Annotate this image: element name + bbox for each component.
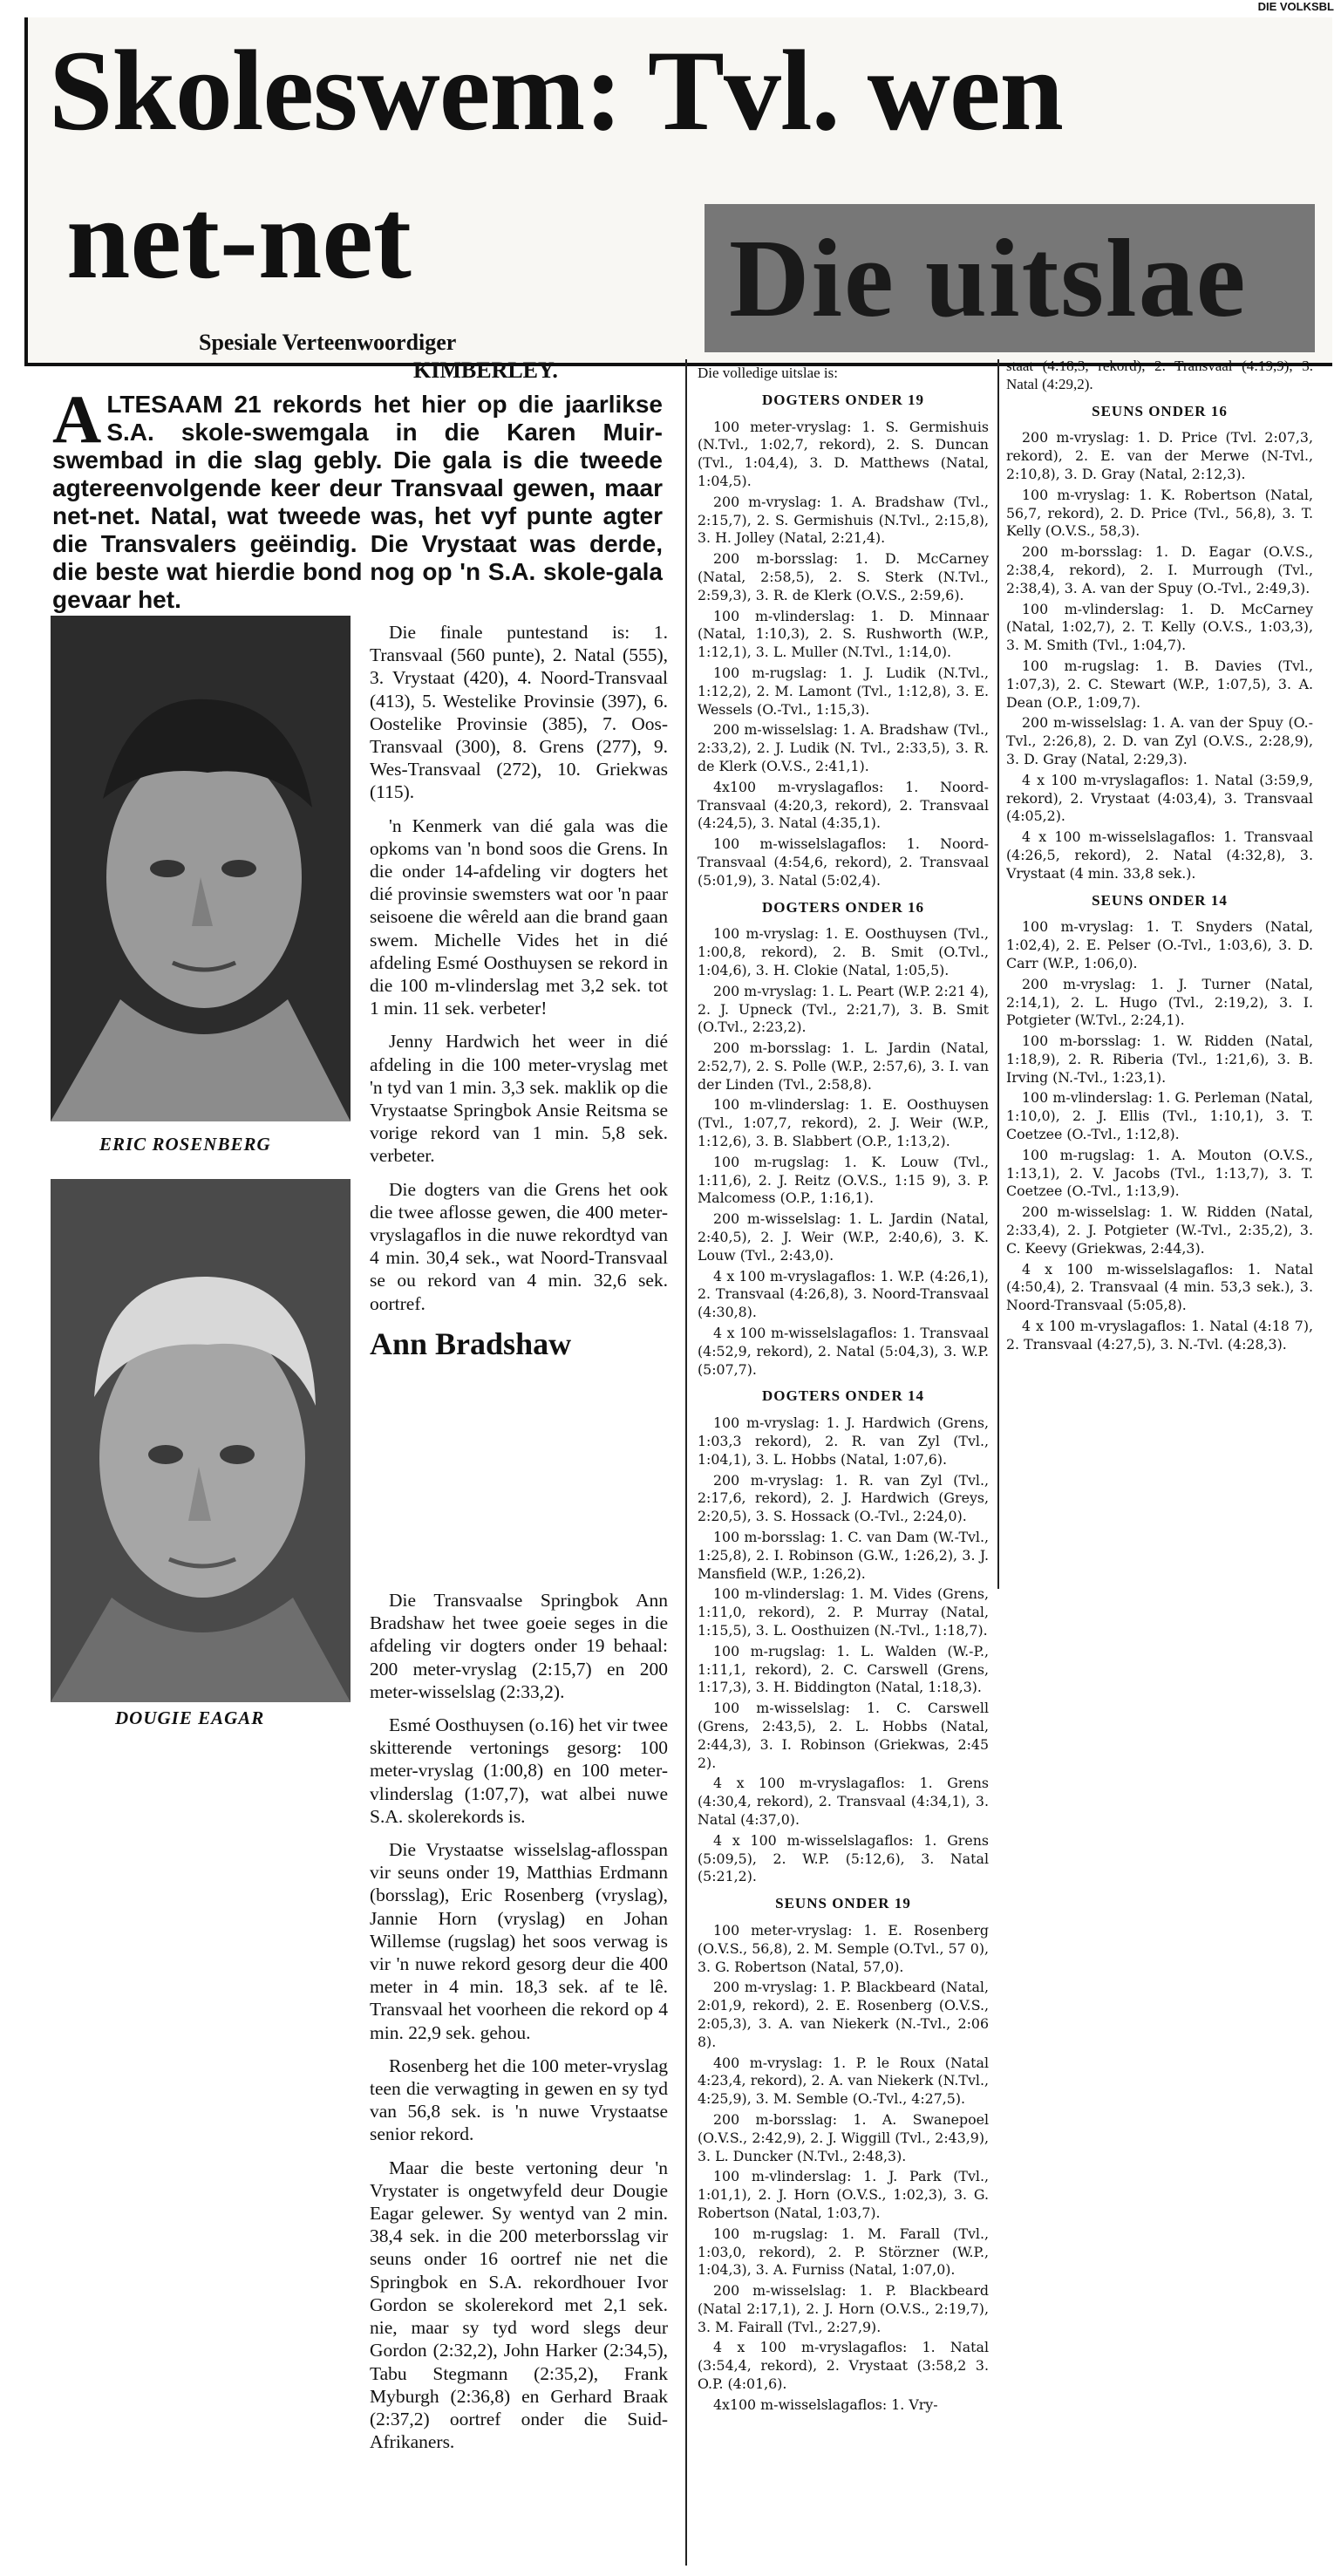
results-item: 100 m-vlinderslag: 1. D. Minnaar (Natal, 1:10,3), 2. S. Rushworth (W.P., 1:12,1), 3. L. Muller (N.Tvl., 1:14,0).	[698, 607, 989, 661]
body-paragraph: Esmé Oosthuysen (o.16) het vir twee skitterende vertonings gesorg: 100 meter-vryslag (1:00,8) en 100 meter-vlinderslag (1:07,7), wat albei nuwe S.A. skolerekords is.	[370, 1714, 668, 1827]
body-paragraph: Maar die beste vertoning deur 'n Vrystater is ongetwyfeld deur Dougie Eagar gelewer. Sy wentyd van 2 min. 38,4 sek. in die 200 meterborsslag vir seuns onder 16 oortref nie net die Springbok en S.A. rekordhouer Ivor Gordon se skolerekord met 2,1 sek. nie, maar sy tyd word slegs deur Gordon (2:32,2), John Harker (2:34,5), Tabu Stegmann (2:35,2), Frank Myburgh (2:36,8) en Gerhard Braak (2:37,2) oortref onder die Suid-Afrikaners.	[370, 2157, 668, 2453]
results-item: 4x100 m-vryslagaflos: 1. Noord-Transvaal (4:20,3, rekord), 2. Transvaal (4:24,5), 3. Natal (4:35,1).	[698, 778, 989, 832]
results-item: 100 m-borsslag: 1. W. Ridden (Natal, 1:18,9), 2. R. Riberia (Tvl., 1:21,6), 3. B. Irving (N.-Tvl., 1:23,1).	[1006, 1032, 1313, 1086]
results-item: 100 m-wisselslag: 1. C. Carswell (Grens, 2:43,5), 2. L. Hobbs (Natal, 2:44,3), 3. I. Robinson (Griekwas, 2:45 2).	[698, 1700, 989, 1771]
results-item: 4 x 100 m-vryslagaflos: 1. Natal (3:54,4, rekord), 2. Vrystaat (3:58,2 3. O.P. (4:01,6).	[698, 2339, 989, 2393]
results-section-title: DOGTERS ONDER 16	[761, 898, 925, 916]
results-item: 100 m-vlinderslag: 1. J. Park (Tvl., 1:01,1), 2. J. Horn (O.V.S., 1:02,3), 3. G. Robertson (Natal, 1:03,7).	[698, 2168, 989, 2221]
results-section-title: SEUNS ONDER 19	[775, 1895, 911, 1912]
results-item: 200 m-wisselslag: 1. A. van der Spuy (O.-Tvl., 2:26,8), 2. D. van Zyl (O.V.S., 2:28,9), 3. D. Gray (Natal, 2:29,3).	[1006, 714, 1313, 767]
photo-eric-rosenberg	[51, 616, 351, 1121]
results-banner-text: Die uitslae	[729, 215, 1248, 340]
results-section-title: DOGTERS ONDER 14	[761, 1387, 925, 1405]
results-item: 100 m-borsslag: 1. C. van Dam (W.-Tvl., 1:25,8), 2. I. Robinson (G.W., 1:26,2), 3. J. Mansfield (W.P., 1:26,2).	[698, 1529, 989, 1582]
body-paragraph: Die Transvaalse Springbok Ann Bradshaw het twee goeie seges in die afdeling vir dogters onder 19 behaal: 200 meter-vryslag (2:15,7) en 200 meter-wisselslag (2:33,2).	[370, 1590, 668, 1702]
subhead-ann-bradshaw: Ann Bradshaw	[370, 1325, 572, 1361]
body-paragraph: 'n Kenmerk van dié gala was die opkoms van 'n bond soos die Grens. In die onder 14-afdeling vir dogters het dié provinsie swemsters wat oor 'n paar seisoene die wêreld aan die brand gaan swem. Michelle Vides het in dié afdeling Esmé Oosthuysen se rekord in die 100 m-vlinderslag met 3,2 sek. tot 1 min. 11 sek. verbeter!	[370, 814, 668, 1019]
results-item: 100 m-vryslag: 1. J. Hardwich (Grens, 1:03,3 rekord), 2. R. van Zyl (Tvl., 1:04,1), 3. L. Hobbs (Natal, 1:07,6).	[698, 1414, 989, 1468]
results-item: 100 m-vryslag: 1. K. Robertson (Natal, 56,7, rekord), 2. D. Price (Tvl., 56,8), 3. T. Kelly (O.V.S., 58,3).	[1006, 486, 1313, 540]
photo-dougie-eagar	[51, 1179, 351, 1702]
results-item: 100 m-wisselslagaflos: 1. Noord-Transvaal (4:54,6, rekord), 2. Transvaal (5:01,9), 3. Natal (5:02,4).	[698, 835, 989, 889]
results-column-middle	[698, 365, 989, 2569]
byline-dateline: KIMBERLEY.	[413, 358, 558, 383]
results-item: 200 m-borsslag: 1. D. Eagar (O.V.S., 2:38,4, rekord), 2. I. Murrough (Tvl., 2:38,4), 3. A. van der Spuy (O.-Tvl., 2:49,3).	[1006, 543, 1313, 596]
results-section-title: SEUNS ONDER 14	[1092, 891, 1228, 909]
results-item: 200 m-vryslag: 1. D. Price (Tvl. 2:07,3, rekord), 2. E. van der Merwe (N-Tvl., 2:10,8), 3. D. Gray (Natal, 2:12,3).	[1006, 429, 1313, 482]
results-item: 200 m-wisselslag: 1. P. Blackbeard (Natal 2:17,1), 2. J. Horn (O.V.S., 2:19,7), 3. M. Fairall (Tvl., 2:27,9).	[698, 2282, 989, 2335]
results-item: 200 m-wisselslag: 1. L. Jardin (Natal, 2:40,5), 2. J. Weir (W.P., 2:40,6), 3. K. Louw (Tvl., 2:43,0).	[698, 1210, 989, 1264]
results-item: 100 m-vlinderslag: 1. E. Oosthuysen (Tvl., 1:07,7, rekord), 2. J. Weir (W.P., 1:12,6), 3. B. Slabbert (O.P., 1:13,2).	[698, 1096, 989, 1150]
body-paragraph: Die finale puntestand is: 1. Transvaal (560 punte), 2. Natal (555), 3. Vrystaat (420), 4. Noord-Transvaal (413), 5. Westelike Provinsie (397), 6. Oostelike Provinsie (385), 7. Oos-Transvaal (300), 8. Grens (277), 9. Wes-Transvaal (272), 10. Griekwas (115).	[370, 622, 668, 803]
results-item: 100 m-rugslag: 1. A. Mouton (O.V.S., 1:13,1), 2. V. Jacobs (Tvl., 1:13,7), 3. T. Coetzee (O.-Tvl., 1:13,9).	[1006, 1146, 1313, 1200]
results-section-title: SEUNS ONDER 16	[1092, 402, 1228, 419]
results-intro: Die volledige uitslae is:	[698, 365, 838, 381]
results-section-title: DOGTERS ONDER 19	[761, 391, 925, 408]
results-item: 100 m-rugslag: 1. L. Walden (W.-P., 1:11,1, rekord), 2. C. Carswell (Grens, 1:17,3), 3. H. Biddington (Natal, 1:18,3).	[698, 1642, 989, 1696]
results-item: 200 m-vryslag: 1. L. Peart (W.P. 2:21 4), 2. J. Upneck (Tvl., 2:21,7), 3. B. Smit (O.Tvl., 2:23,2).	[698, 982, 989, 1036]
results-item: 200 m-vryslag: 1. P. Blackbeard (Natal, 2:01,9, rekord), 2. E. Rosenberg (O.V.S., 2:05,3), 3. A. van Niekerk (N.-Tvl., 2:06 8).	[698, 1979, 989, 2050]
lede-paragraph	[52, 381, 663, 614]
results-banner	[705, 204, 1315, 352]
results-item: 200 m-borsslag: 1. D. McCarney (Natal, 2:58,5), 2. S. Sterk (N.Tvl., 2:59,3), 3. R. de Klerk (O.V.S., 2:59,6).	[698, 550, 989, 603]
results-item: 100 m-vlinderslag: 1. D. McCarney (Natal, 1:02,7), 2. T. Kelly (O.V.S., 1:03,3), 3. M. Smith (Tvl., 1:04,7).	[1006, 600, 1313, 654]
body-paragraph: Die dogters van die Grens het ook die twee aflosse gewen, die 400 meter-vryslagaflos in die nuwe rekordtyd van 4 min. 30,4 sek., wat Noord-Transvaal se ou rekord van 4 min. 32,6 sek. oortref.	[370, 1178, 668, 1314]
results-item: 100 m-vlinderslag: 1. G. Perleman (Natal, 1:10,0), 2. J. Ellis (Tvl., 1:10,1), 3. T. Coetzee (O.-Tvl., 1:12,8).	[1006, 1089, 1313, 1143]
results-item: 200 m-vryslag: 1. J. Turner (Natal, 2:14,1), 2. L. Hugo (Tvl., 2:19,2), 3. I. Potgieter (W.Tvl., 2:24,1).	[1006, 975, 1313, 1029]
results-item: 4 x 100 m-vryslagaflos: 1. Natal (4:18 7), 2. Transvaal (4:27,5), 3. N.-Tvl. (4:28,3).	[1006, 1318, 1313, 1353]
headline-line1: Skoleswem: Tvl. wen	[49, 26, 1063, 154]
body-column-upper	[370, 621, 668, 1589]
results-item: 200 m-wisselslag: 1. W. Ridden (Natal, 2:33,4), 2. J. Potgieter (W.-Tvl., 2:35,2), 3. C. Keevy (Griekwas, 2:44,3).	[1006, 1203, 1313, 1257]
results-item: 400 m-vryslag: 1. P. le Roux (Natal 4:23,4, rekord), 2. A. van Niekerk (N.Tvl., 4:25,9), 3. M. Semble (O.-Tvl., 4:27,5).	[698, 2054, 989, 2108]
body-paragraph: Die Vrystaatse wisselslag-aflosspan vir seuns onder 19, Matthias Erdmann (borsslag), Eric Rosenberg (vryslag), Jannie Horn (vryslag) en Johan Willemse (rugslag) het soos verwag is vir 'n nuwe rekord gesorg deur die 400 meter in 4 min. 18,3 sek. af te lê. Transvaal het voorheen die rekord op 4 min. 22,9 sek. gehou.	[370, 1839, 668, 2043]
byline-author: Spesiale Verteenwoordiger	[199, 330, 457, 355]
results-item: 200 m-vryslag: 1. R. van Zyl (Tvl., 2:17,6, rekord), 2. J. Hardwich (Greys, 2:20,5), 3. S. Hossack (O.-Tvl., 2:24,0).	[698, 1471, 989, 1525]
portrait-icon	[51, 1179, 351, 1702]
results-item: 4 x 100 m-wisselslagaflos: 1. Natal (4:50,4), 2. Transvaal (4 min. 53,3 sek.), 3. Noord-Transvaal (5:05,8).	[1006, 1260, 1313, 1314]
results-column-right	[1006, 358, 1313, 1589]
results-item: 100 m-rugslag: 1. M. Farall (Tvl., 1:03,0, rekord), 2. P. Störzner (W.P., 1:04,3), 3. A. Furniss (Natal, 1:07,0).	[698, 2225, 989, 2279]
photo-caption-2: DOUGIE EAGAR	[115, 1707, 265, 1728]
results-item: 4 x 100 m-wisselslagaflos: 1. Grens (5:09,5), 2. W.P. (5:12,6), 3. Natal (5:21,2).	[698, 1831, 989, 1885]
photo-caption-1: ERIC ROSENBERG	[99, 1134, 271, 1155]
results-item: 100 meter-vryslag: 1. S. Germishuis (N.Tvl., 1:02,7, rekord), 2. S. Duncan (Tvl., 1:04,4), 3. D. Matthews (Natal, 1:04,5).	[698, 418, 989, 489]
results-item: 200 m-vryslag: 1. A. Bradshaw (Tvl., 2:15,7), 2. S. Germishuis (N.Tvl., 2:15,8), 3. H. Jolley (Natal, 2:21,4).	[698, 493, 989, 547]
column-rule	[685, 359, 687, 2566]
results-item: 200 m-borsslag: 1. L. Jardin (Natal, 2:52,7), 2. S. Polle (W.P., 2:57,6), 3. I. van der Linden (Tvl., 2:58,8).	[698, 1039, 989, 1093]
results-item: 100 m-rugslag: 1. B. Davies (Tvl., 1:07,3), 2. C. Stewart (W.P., 1:07,5), 3. A. Dean (O.P., 1:09,7).	[1006, 657, 1313, 711]
results-item: 100 m-rugslag: 1. J. Ludik (N.Tvl., 1:12,2), 2. M. Lamont (Tvl., 1:12,8), 3. E. Wessels (O.-Tvl., 1:15,3).	[698, 664, 989, 718]
drop-cap: A	[52, 381, 102, 457]
results-item: 100 meter-vryslag: 1. E. Rosenberg (O.V.S., 56,8), 2. M. Semple (O.Tvl., 57 0), 3. G. Robertson (Natal, 57,0).	[698, 1921, 989, 1975]
results-item: 4 x 100 m-wisselslagaflos: 1. Transvaal (4:52,9, rekord), 2. Natal (5:04,3), 3. W.P. (5:07,7).	[698, 1325, 989, 1378]
results-item: 200 m-borsslag: 1. A. Swanepoel (O.V.S., 2:42,9), 2. J. Wiggill (Tvl., 2:43,9), 3. L. Duncker (N.Tvl., 2:48,3).	[698, 2110, 989, 2164]
results-item: 100 m-vryslag: 1. E. Oosthuysen (Tvl., 1:00,8, rekord), 2. B. Smit (O.Tvl., 1:04,6), 3. H. Clokie (Natal, 1:05,5).	[698, 925, 989, 978]
masthead-strip: DIE VOLKSBL	[1257, 0, 1334, 12]
body-paragraph: Rosenberg het die 100 meter-vryslag teen die verwagting in gewen en sy tyd van 56,8 sek. is 'n nuwe Vrystaatse senior rekord.	[370, 2055, 668, 2145]
headline-line2: net-net	[66, 174, 412, 303]
body-paragraph: Jenny Hardwich het weer in dié afdeling in die 100 meter-vryslag met 'n tyd van 1 min. 3,3 sek. maklik op die Vrystaatse Springbok Ansie Reitsma se vorige rekord van 1 min. 5,8 sek. verbeter.	[370, 1031, 668, 1167]
results-item: 4 x 100 m-vryslagaflos: 1. W.P. (4:26,1), 2. Transvaal (4:26,8), 3. Noord-Transvaal (4:30,8).	[698, 1267, 989, 1321]
results-item: 4x100 m-wisselslagaflos: 1. Vry-	[713, 2395, 938, 2413]
results-item: 4 x 100 m-vryslagaflos: 1. Natal (3:59,9, rekord), 2. Vrystaat (4:03,4), 3. Transvaal (4:05,2).	[1006, 771, 1313, 825]
column-rule	[997, 359, 999, 1589]
lede-text: LTESAAM 21 rekords het hier op die jaarlikse S.A. skole-swemgala in die Karen Muir-swembad in die slag gebly. Die gala is die tweede agtereenvolgende keer deur Transvaal gewen, maar net-net. Natal, wat tweede was, het vyf punte agter die Transvalers geëindig. Die Vrystaat was derde, die beste wat hierdie bond nog op 'n S.A. skole-gala gevaar het.	[52, 391, 663, 613]
portrait-icon	[51, 616, 351, 1121]
results-item: 100 m-rugslag: 1. K. Louw (Tvl., 1:11,6), 2. J. Reitz (O.V.S., 1:15 9), 3. P. Malcomess (O.P., 1:16,1).	[698, 1153, 989, 1207]
body-column-lower	[370, 1589, 668, 2566]
results-item: 4 x 100 m-wisselslagaflos: 1. Transvaal (4:26,5, rekord), 2. Natal (4:32,8), 3. Vrystaat (4 min. 33,8 sek.).	[1006, 828, 1313, 882]
results-item: 4 x 100 m-vryslagaflos: 1. Grens (4:30,4, rekord), 2. Transvaal (4:34,1), 3. Natal (4:37,0).	[698, 1775, 989, 1828]
results-item: 200 m-wisselslag: 1. A. Bradshaw (Tvl., 2:33,2), 2. J. Ludik (N. Tvl., 2:33,5), 3. R. de Klerk (O.V.S., 2:41,1).	[698, 721, 989, 774]
results-item: 100 m-vryslag: 1. T. Snyders (Natal, 1:02,4), 2. E. Pelser (O.-Tvl., 1:03,6), 3. D. Carr (W.P., 1:06,0).	[1006, 918, 1313, 971]
results-item: 100 m-vlinderslag: 1. M. Vides (Grens, 1:11,0, rekord), 2. P. Murray (Natal, 1:15,5), 3. L. Oosthuizen (N.-Tvl., 1:18,7).	[698, 1585, 989, 1639]
results-continuation: staat (4:18,3, rekord), 2. Transvaal (4:19,9), 3. Natal (4:29,2).	[1006, 358, 1313, 392]
